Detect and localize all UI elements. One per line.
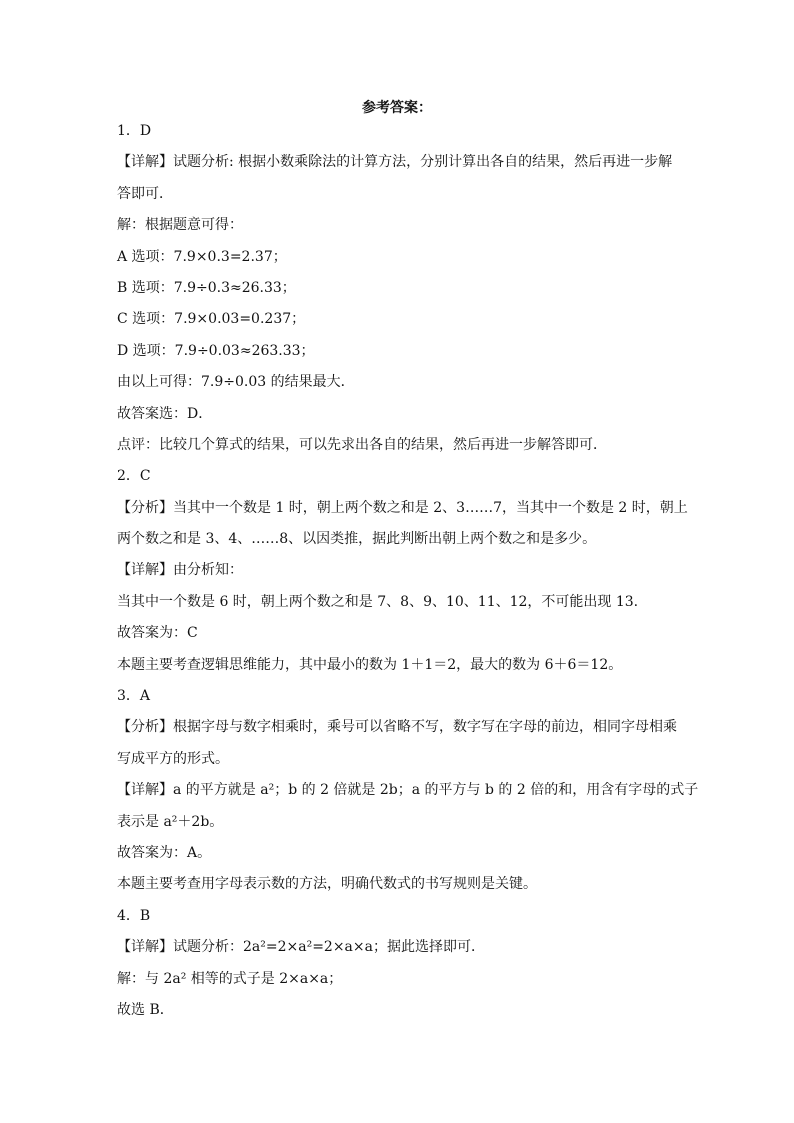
answer-line: 【详解】试题分析: 根据小数乘除法的计算方法，分别计算出各自的结果，然后再进一步解 (117, 154, 673, 171)
answer-line: B 选项：7.9÷0.3≈26.33； (117, 279, 296, 296)
answer-line: 【详解】a 的平方就是 a²；b 的 2 倍就是 2b；a 的平方与 b 的 2 倍的和，用含有字母的式子 (117, 782, 699, 799)
answer-line: 由以上可得：7.9÷0.03 的结果最大． (117, 374, 355, 391)
answer-line: 两个数之和是 3、4、……8、以因类推，据此判断出朝上两个数之和是多少。 (117, 531, 597, 548)
answer-content (117, 121, 699, 1031)
answer-line: 本题主要考查逻辑思维能力，其中最小的数为 1＋1＝2，最大的数为 6＋6＝12。 (117, 656, 623, 673)
answer-line: 答即可． (117, 185, 173, 202)
answer-line: D 选项：7.9÷0.03≈263.33； (117, 342, 315, 359)
answer-line: 解：根据题意可得： (117, 217, 243, 234)
answer-line: 【详解】由分析知： (117, 562, 243, 579)
answer-line: A 选项：7.9×0.3=2.37； (117, 248, 287, 265)
answer-line: 点评：比较几个算式的结果，可以先求出各自的结果，然后再进一步解答即可． (117, 436, 607, 453)
answer-line: 故答案选：D． (117, 405, 213, 422)
answer-line: C 选项：7.9×0.03=0.237； (117, 311, 306, 328)
answer-line: 解：与 2a² 相等的式子是 2×a×a； (117, 970, 343, 987)
answer-line: 2．C (117, 468, 151, 485)
answer-line: 【分析】根据字母与数字相乘时，乘号可以省略不写，数字写在字母的前边，相同字母相乘 (117, 719, 677, 736)
answer-line: 本题主要考查用字母表示数的方法，明确代数式的书写规则是关键。 (117, 876, 537, 893)
answer-line: 4．B (117, 907, 151, 924)
answer-line: 表示是 a²＋2b。 (117, 813, 224, 830)
answer-line: 写成平方的形式。 (117, 750, 229, 767)
answer-line: 故答案为：C (117, 625, 198, 642)
answer-line: 1．D (117, 123, 152, 139)
answer-line: 故答案为：A。 (117, 844, 212, 861)
answer-line: 3．A (117, 688, 151, 705)
answer-line: 【详解】试题分析：2a²=2×a²=2×a×a；据此选择即可． (117, 939, 485, 956)
answer-line: 当其中一个数是 6 时，朝上两个数之和是 7、8、9、10、11、12，不可能出现 13. (117, 593, 639, 610)
answer-line: 故选 B． (117, 1001, 174, 1018)
answer-line: 【分析】当其中一个数是 1 时，朝上两个数之和是 2、3……7，当其中一个数是 2 时，朝上 (117, 499, 688, 516)
page-title: 参考答案： (362, 100, 432, 116)
